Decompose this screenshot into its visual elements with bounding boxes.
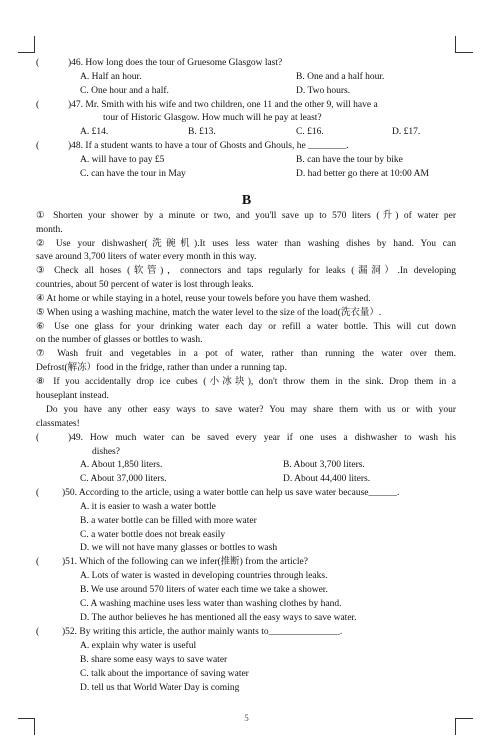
question-50-stem: )50. According to the article, using a water bottle can help us save water because______.: [62, 488, 400, 498]
question-49-stem-line1: )49. How much water can be saved every year if one uses a dishwasher to wash his: [68, 433, 456, 443]
question-51-option-a: A. Lots of water is wasted in developing countries through leaks.: [80, 571, 328, 581]
question-49-option-d: D. About 44,400 liters.: [283, 474, 371, 484]
passage-line: Do you have any other easy ways to save water? You may share them with us or with your: [46, 405, 456, 415]
question-52-option-b: B. share some easy ways to save water: [80, 655, 228, 665]
question-50-option-a: A. it is easier to wash a water bottle: [80, 502, 216, 512]
passage-line: ⑤ When using a washing machine, match the water level to the size of the load(洗衣量）.: [36, 308, 382, 318]
question-47-option-c: C. £16.: [296, 127, 324, 137]
question-46-stem: )46. How long does the tour of Gruesome Glasgow last?: [68, 58, 283, 68]
passage-line: month.: [36, 225, 63, 235]
question-50-option-d: D. we will not have many glasses or bottles to wash: [80, 543, 278, 553]
question-47-option-a: A. £14.: [80, 127, 109, 137]
page-number: 5: [244, 713, 249, 723]
question-47-bracket: (: [36, 100, 40, 110]
passage-line: countries, about 50 percent of water is lost through leaks.: [36, 280, 254, 290]
question-52-bracket: (: [36, 627, 40, 637]
question-47-stem-line2: tour of Historic Glasgow. How much will he pay at least?: [103, 113, 322, 123]
question-51-option-d: D. The author believes he has mentioned all the easy ways to save water.: [80, 613, 357, 623]
question-52-option-a: A. explain why water is useful: [80, 641, 197, 651]
question-49-option-a: A. About 1,850 liters.: [80, 460, 163, 470]
question-48-option-d: D. had better go there at 10:00 AM: [296, 169, 429, 179]
passage-line: on the number of glasses or bottles to wash.: [36, 335, 203, 345]
question-46-bracket: (: [36, 58, 40, 68]
question-51-option-b: B. We use around 570 liters of water each time we take a shower.: [80, 585, 328, 595]
question-47-option-b: B. £13.: [188, 127, 216, 137]
question-49-option-b: B. About 3,700 liters.: [283, 460, 365, 470]
passage-line: ① Shorten your shower by a minute or two, and you'll save up to 570 liters (升) of water per: [36, 211, 456, 221]
question-50-option-b: B. a water bottle can be filled with more water: [80, 516, 257, 526]
passage-line: Defrost(解冻）food in the fridge, rather than under a running tap.: [36, 363, 287, 373]
question-49-bracket: (: [36, 433, 40, 443]
question-51-stem: )51. Which of the following can we infer(推断) from the article?: [62, 557, 308, 567]
question-51-bracket: (: [36, 557, 40, 567]
passage-line: houseplant instead.: [36, 391, 109, 401]
question-50-option-c: C. a water bottle does not break easily: [80, 530, 226, 540]
question-48-stem: )48. If a student wants to have a tour of Ghosts and Ghouls, he ________.: [68, 141, 349, 151]
section-heading: B: [241, 193, 252, 208]
crop-mark-top-right-v: [455, 36, 456, 53]
question-49-stem-line2: dishes?: [92, 447, 120, 457]
question-46-option-b: B. One and a half hour.: [296, 72, 385, 82]
question-46-option-d: D. Two hours.: [296, 86, 351, 96]
question-52-stem: )52. By writing this article, the author mainly wants to_______________.: [62, 627, 343, 637]
question-48-bracket: (: [36, 141, 40, 151]
question-47-option-d: D. £17.: [392, 127, 421, 137]
question-48-option-c: C. can have the tour in May: [80, 169, 186, 179]
crop-mark-top-left-v: [34, 36, 35, 53]
question-52-option-d: D. tell us that World Water Day is coming: [80, 683, 240, 693]
question-47-stem-line1: )47. Mr. Smith with his wife and two children, one 11 and the other 9, will have a: [68, 100, 378, 110]
question-51-option-c: C. A washing machine uses less water than washing clothes by hand.: [80, 599, 342, 609]
passage-line: ⑥ Use one glass for your drinking water each day or refill a water bottle. This will cut down: [36, 322, 456, 332]
question-52-option-c: C. talk about the importance of saving water: [80, 669, 249, 679]
crop-mark-top-left: [18, 52, 34, 53]
question-46-option-c: C. One hour and a half.: [80, 86, 169, 96]
passage-line: ④ At home or while staying in a hotel, reuse your towels before you have them washed.: [36, 294, 371, 304]
question-48-option-a: A. will have to pay £5: [80, 155, 165, 165]
question-50-bracket: (: [36, 488, 40, 498]
passage-line: ⑦ Wash fruit and vegetables in a pot of water, rather than running the water over them.: [36, 349, 456, 359]
question-49-option-c: C. About 37,000 liters.: [80, 474, 167, 484]
question-46-option-a: A. Half an hour.: [80, 72, 142, 82]
passage-line: ③ Check all hoses (软管)，connectors and taps regularly for leaks (漏洞）.In developing: [36, 266, 456, 276]
question-48-option-b: B. can have the tour by bike: [296, 155, 403, 165]
passage-line: classmates!: [36, 419, 80, 429]
passage-line: ② Use your dishwasher(洗碗机).It uses less water than washing dishes by hand. You can: [36, 239, 456, 249]
passage-line: save around 3,700 liters of water every month in this way.: [36, 252, 257, 262]
passage-line: ⑧ If you accidentally drop ice cubes (小冰块), don't throw them in the sink. Drop them in a: [36, 377, 456, 387]
crop-mark-top-right: [455, 52, 473, 53]
